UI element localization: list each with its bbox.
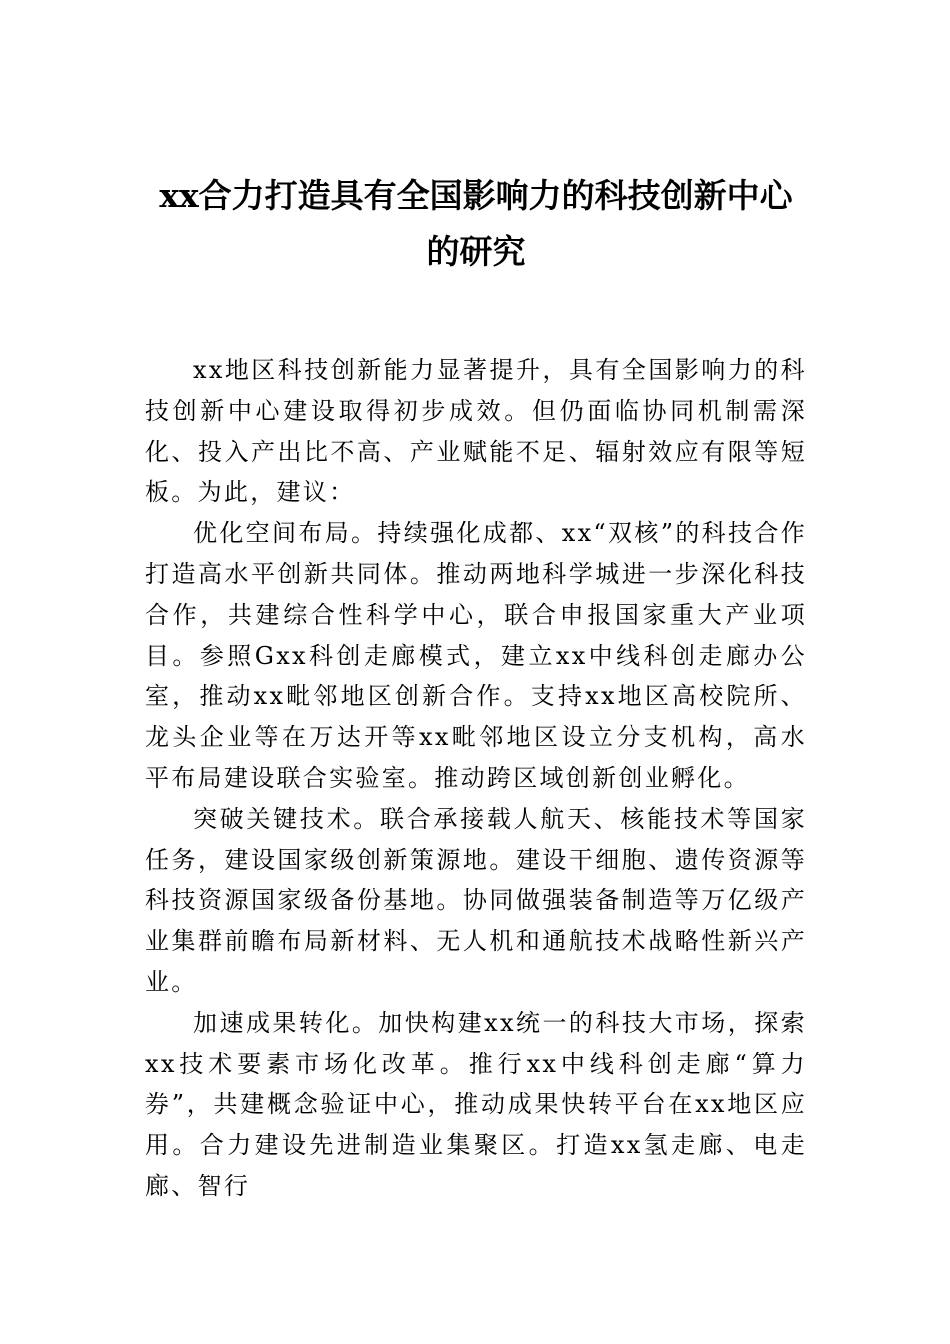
document-body [145, 350, 807, 1207]
document-title: xx合力打造具有全国影响力的科技创新中心的研究 [159, 176, 793, 271]
paragraph-achievement-transfer: 加速成果转化。加快构建xx统一的科技大市场，探索xx技术要素市场化改革。推行xx中线科创走廊“算力券”，共建概念验证中心，推动成果快转平台在xx地区应用。合力建设先进制造业集聚区。打造xx氢走廊、电走廊、智行 [145, 1008, 807, 1200]
paragraph-spatial-layout: 优化空间布局。持续强化成都、xx“双核”的科技合作打造高水平创新共同体。推动两地科学城进一步深化科技合作，共建综合性科学中心，联合申报国家重大产业项目。参照Gxx科创走廊模式，建立xx中线科创走廊办公室，推动xx毗邻地区创新合作。支持xx地区高校院所、龙头企业等在万达开等xx毗邻地区设立分支机构，高水平布局建设联合实验室。推动跨区域创新创业孵化。 [145, 519, 807, 792]
paragraph-intro: xx地区科技创新能力显著提升，具有全国影响力的科技创新中心建设取得初步成效。但仍面临协同机制需深化、投入产出比不高、产业赋能不足、辐射效应有限等短板。为此，建议： [145, 356, 807, 507]
paragraph-key-technology: 突破关键技术。联合承接载人航天、核能技术等国家任务，建设国家级创新策源地。建设干细胞、遗传资源等科技资源国家级备份基地。协同做强装备制造等万亿级产业集群前瞻布局新材料、无人机和通航技术战略性新兴产业。 [145, 804, 807, 996]
